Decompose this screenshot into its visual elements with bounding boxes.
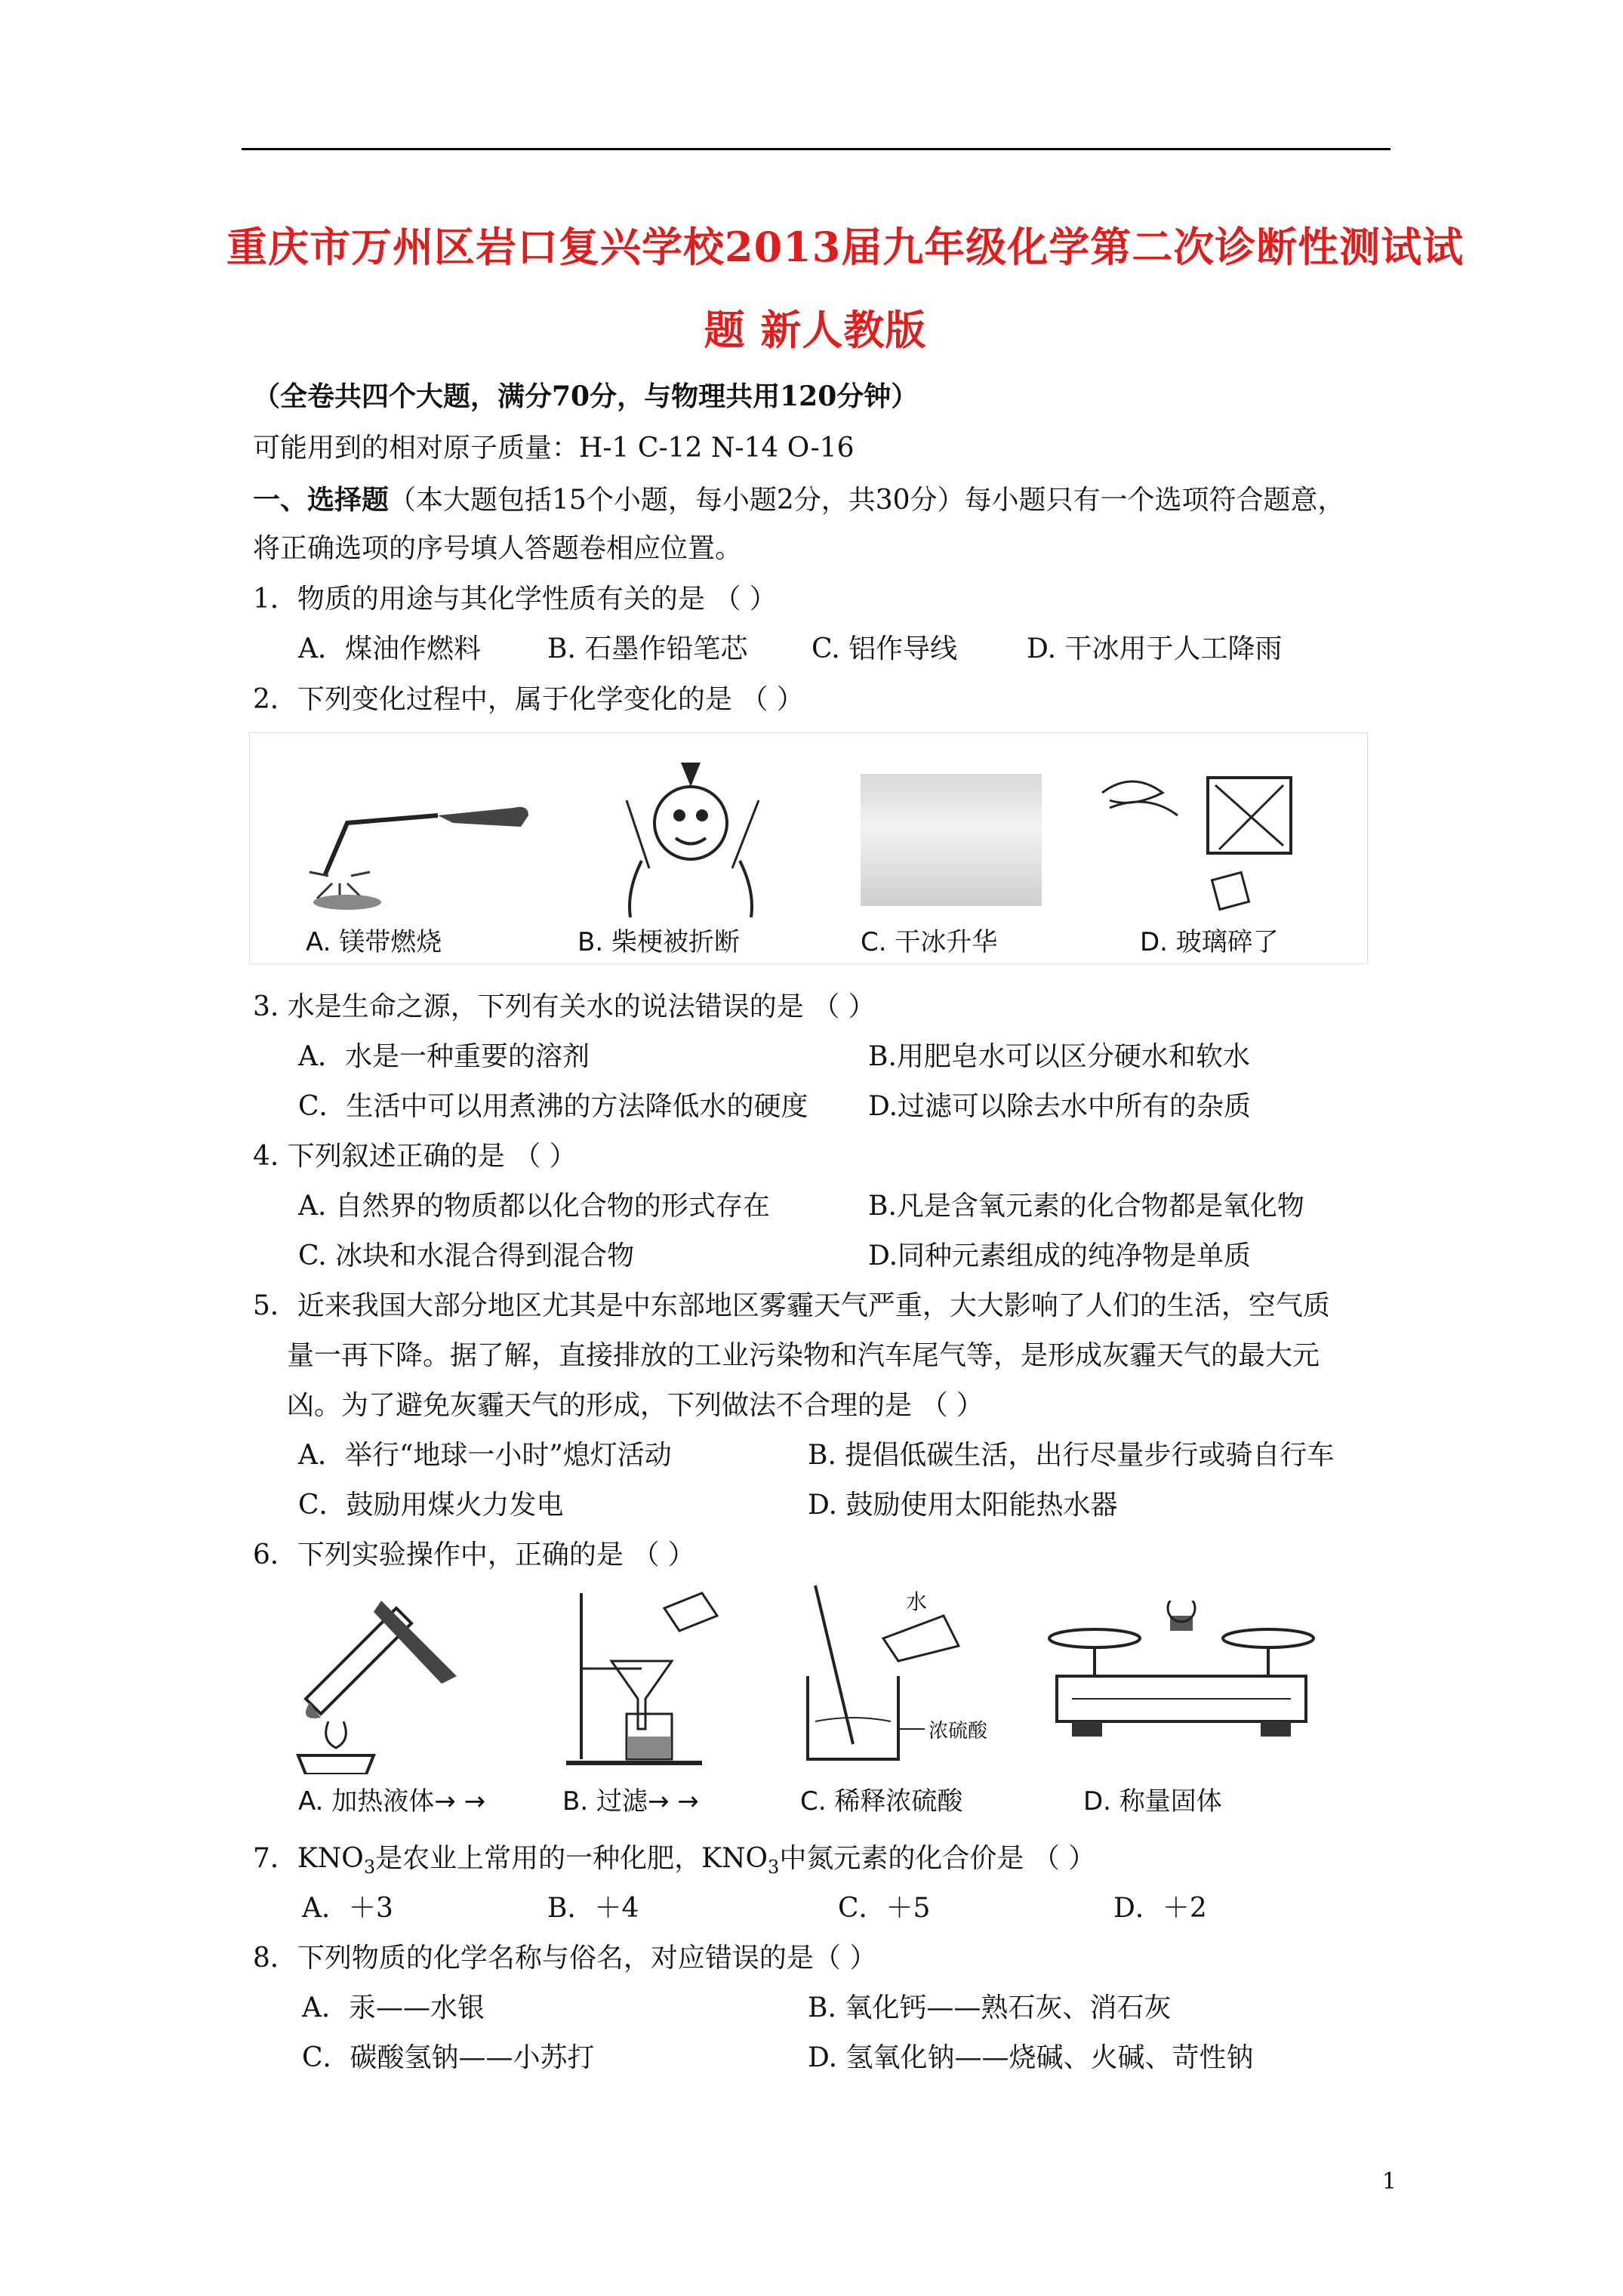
q4-option-a: A. 自然界的物质都以化合物的形式存在: [298, 1191, 770, 1222]
q3-option-b: B.用肥皂水可以区分硬水和软水: [868, 1041, 1250, 1072]
q6-caption-c: C. 稀释浓硫酸: [800, 1786, 963, 1817]
q8-option-a: A．汞——水银: [302, 1992, 485, 2023]
q3-option-c: C．生活中可以用煮沸的方法降低水的硬度: [298, 1091, 808, 1122]
q2-stem: 2．下列变化过程中，属于化学变化的是 （ ）: [253, 684, 804, 715]
q4-option-b: B.凡是含氧元素的化合物都是氧化物: [868, 1191, 1304, 1222]
water-label: 水: [906, 1589, 928, 1614]
q4-stem: 4. 下列叙述正确的是 （ ）: [253, 1141, 577, 1172]
q3-option-a: A．水是一种重要的溶剂: [298, 1041, 590, 1072]
q2-caption-d: D. 玻璃碎了: [1140, 927, 1279, 957]
page-number: 1: [1381, 2168, 1397, 2195]
q7-stem-part1: 7．KNO: [253, 1843, 364, 1874]
q4-option-c: C. 冰块和水混合得到混合物: [298, 1240, 635, 1271]
dry-ice-photo: [861, 774, 1042, 906]
q8-option-d: D. 氢氧化钠——烧碱、火碱、苛性钠: [808, 2042, 1254, 2073]
header-rule: [242, 148, 1390, 150]
q1-stem: 1．物质的用途与其化学性质有关的是 （ ）: [253, 584, 777, 615]
magnesium-burning-figure: [302, 763, 544, 929]
q1-option-c: C. 铝作导线: [812, 633, 958, 664]
q7-sub2: 3: [768, 1857, 780, 1878]
q7-option-d: D．＋2: [1113, 1893, 1207, 1924]
q5-option-b: B. 提倡低碳生活，出行尽量步行或骑自行车: [808, 1440, 1335, 1471]
q7-stem-part2: 是农业上常用的一种化肥，KNO: [375, 1843, 768, 1874]
q3-option-d: D.过滤可以除去水中所有的杂质: [868, 1091, 1252, 1122]
q2-caption-c: C. 干冰升华: [861, 927, 998, 957]
section1-heading-rest: （本大题包括15个小题，每小题2分，共30分）每小题只有一个选项符合题意，: [389, 485, 1345, 516]
q5-option-a: A．举行“地球一小时”熄灯活动: [298, 1440, 672, 1471]
q8-option-c: C．碳酸氢钠——小苏打: [302, 2042, 595, 2073]
q6-caption-b: B. 过滤→ →: [562, 1786, 699, 1817]
glass-breaking-figure: [1087, 763, 1313, 929]
section1-heading-line2: 将正确选项的序号填人答题卷相应位置。: [253, 533, 743, 564]
q7-sub1: 3: [363, 1857, 376, 1878]
q6-stem: 6．下列实验操作中，正确的是 （ ）: [253, 1539, 695, 1570]
q2-caption-b: B. 柴梗被折断: [577, 927, 740, 957]
q5-option-d: D. 鼓励使用太阳能热水器: [808, 1490, 1118, 1521]
q5-stem-line2: 量一再下降。据了解，直接排放的工业污染物和汽车尾气等，是形成灰霾天气的最大元: [287, 1340, 1320, 1371]
q7-option-b: B．＋4: [547, 1893, 639, 1924]
q7-stem: [253, 1842, 1095, 1884]
q3-stem: 3. 水是生命之源，下列有关水的说法错误的是 （ ）: [253, 991, 876, 1022]
match-breaking-figure: [596, 755, 793, 929]
q1-option-a: A．煤油作燃料: [298, 633, 481, 664]
balance-figure: [1042, 1601, 1321, 1752]
q6-caption-a: A. 加热液体→ →: [298, 1786, 486, 1817]
q1-option-b: B. 石墨作铅笔芯: [547, 633, 748, 664]
q8-option-b: B. 氧化钙——熟石灰、消石灰: [808, 1992, 1172, 2023]
q7-option-c: C．＋5: [838, 1893, 931, 1924]
section1-heading-bold: 一、选择题: [253, 484, 390, 516]
q4-option-d: D.同种元素组成的纯净物是单质: [868, 1240, 1252, 1271]
q8-stem: 8．下列物质的化学名称与俗名，对应错误的是（ ）: [253, 1943, 877, 1974]
q1-option-d: D. 干冰用于人工降雨: [1027, 633, 1283, 664]
q5-stem-line3: 凶。为了避免灰霾天气的形成，下列做法不合理的是 （ ）: [287, 1390, 984, 1421]
diluting-acid-figure: [793, 1578, 989, 1774]
section1-heading: [253, 483, 1345, 517]
filtration-figure: [551, 1578, 747, 1774]
page-title-line1: 重庆市万州区岩口复兴学校2013届九年级化学第二次诊断性测试试: [226, 223, 1464, 271]
atomic-mass-line: 可能用到的相对原子质量：H-1 C-12 N-14 O-16: [253, 433, 855, 464]
q5-stem-line1: 5．近来我国大部分地区尤其是中东部地区雾霾天气严重，大大影响了人们的生活，空气质: [253, 1290, 1330, 1321]
page-title-line2: 题 新人教版: [704, 306, 927, 354]
q5-option-c: C．鼓励用煤火力发电: [298, 1490, 564, 1521]
q7-option-a: A．＋3: [302, 1893, 393, 1924]
exam-note: （全卷共四个大题，满分70分，与物理共用120分钟）: [253, 381, 919, 412]
q7-stem-part3: 中氮元素的化合价是 （ ）: [779, 1843, 1096, 1874]
conc-acid-label: 浓硫酸: [929, 1720, 988, 1743]
q6-caption-d: D. 称量固体: [1083, 1786, 1222, 1817]
q2-caption-a: A. 镁带燃烧: [306, 927, 442, 957]
heating-liquid-figure: [268, 1578, 494, 1774]
